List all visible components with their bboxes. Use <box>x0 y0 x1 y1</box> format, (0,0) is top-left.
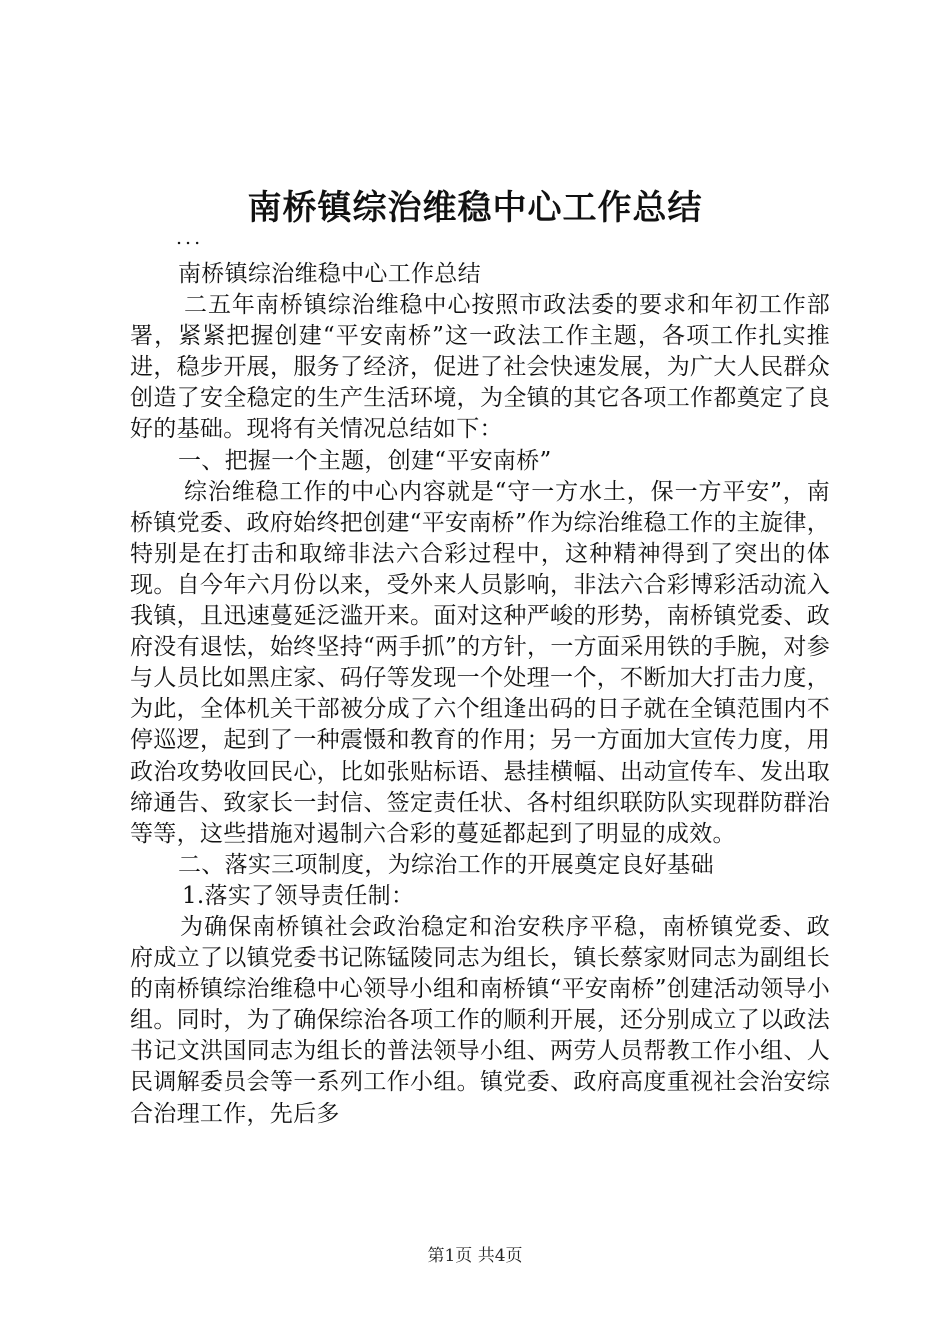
document-body <box>130 259 830 1130</box>
section-2-heading: 二、落实三项制度，为综治工作的开展奠定良好基础 <box>178 851 714 878</box>
document-title: 南桥镇综治维稳中心工作总结 <box>247 188 703 228</box>
section-2-subheading-1: 1.落实了领导责任制： <box>182 882 415 909</box>
document-subtitle: 南桥镇综治维稳中心工作总结 <box>178 261 481 287</box>
page-footer: 第1页 共4页 <box>427 1246 523 1266</box>
ellipsis-marker: ... <box>176 227 204 249</box>
section-1-paragraph: 综治维稳工作的中心内容就是“守一方水土，保一方平安”，南桥镇党委、政府始终把创建“平安南桥”作为综治维稳工作的主旋律，特别是在打击和取缔非法六合彩过程中，这种精神得到了突出的体现。自今年六月份以来，受外来人员影响，非法六合彩博彩活动流入我镇，且迅速蔓延泛滥开来。面对这种严峻的形势，南桥镇党委、政府没有退怯，始终坚持“两手抓”的方针，一方面采用铁的手腕，对参与人员比如黑庄家、码仔等发现一个处理一个，不断加大打击力度，为此，全体机关干部被分成了六个组逢出码的日子就在全镇范围内不停巡逻，起到了一种震慑和教育的作用；另一方面加大宣传力度，用政治攻势收回民心，比如张贴标语、悬挂横幅、出动宣传车、发出取缔通告、致家长一封信、签定责任状、各村组织联防队实现群防群治等等，这些措施对遏制六合彩的蔓延都起到了明显的成效。 <box>130 478 830 847</box>
intro-paragraph: 二五年南桥镇综治维稳中心按照市政法委的要求和年初工作部署，紧紧把握创建“平安南桥”这一政法工作主题，各项工作扎实推进，稳步开展，服务了经济，促进了社会快速发展，为广大人民群众创造了安全稳定的生产生活环境，为全镇的其它各项工作都奠定了良好的基础。现将有关情况总结如下： <box>130 292 830 443</box>
section-2-sub-1-paragraph: 为确保南桥镇社会政治稳定和治安秩序平稳，南桥镇党委、政府成立了以镇党委书记陈锰陵同志为组长，镇长蔡家财同志为副组长的南桥镇综治维稳中心领导小组和南桥镇“平安南桥”创建活动领导小组。同时，为了确保综治各项工作的顺利开展，还分别成立了以政法书记文洪国同志为组长的普法领导小组、两劳人员帮教工作小组、人民调解委员会等一系列工作小组。镇党委、政府高度重视社会治安综合治理工作，先后多 <box>130 913 830 1127</box>
section-1-heading: 一、把握一个主题，创建“平安南桥” <box>178 447 552 474</box>
